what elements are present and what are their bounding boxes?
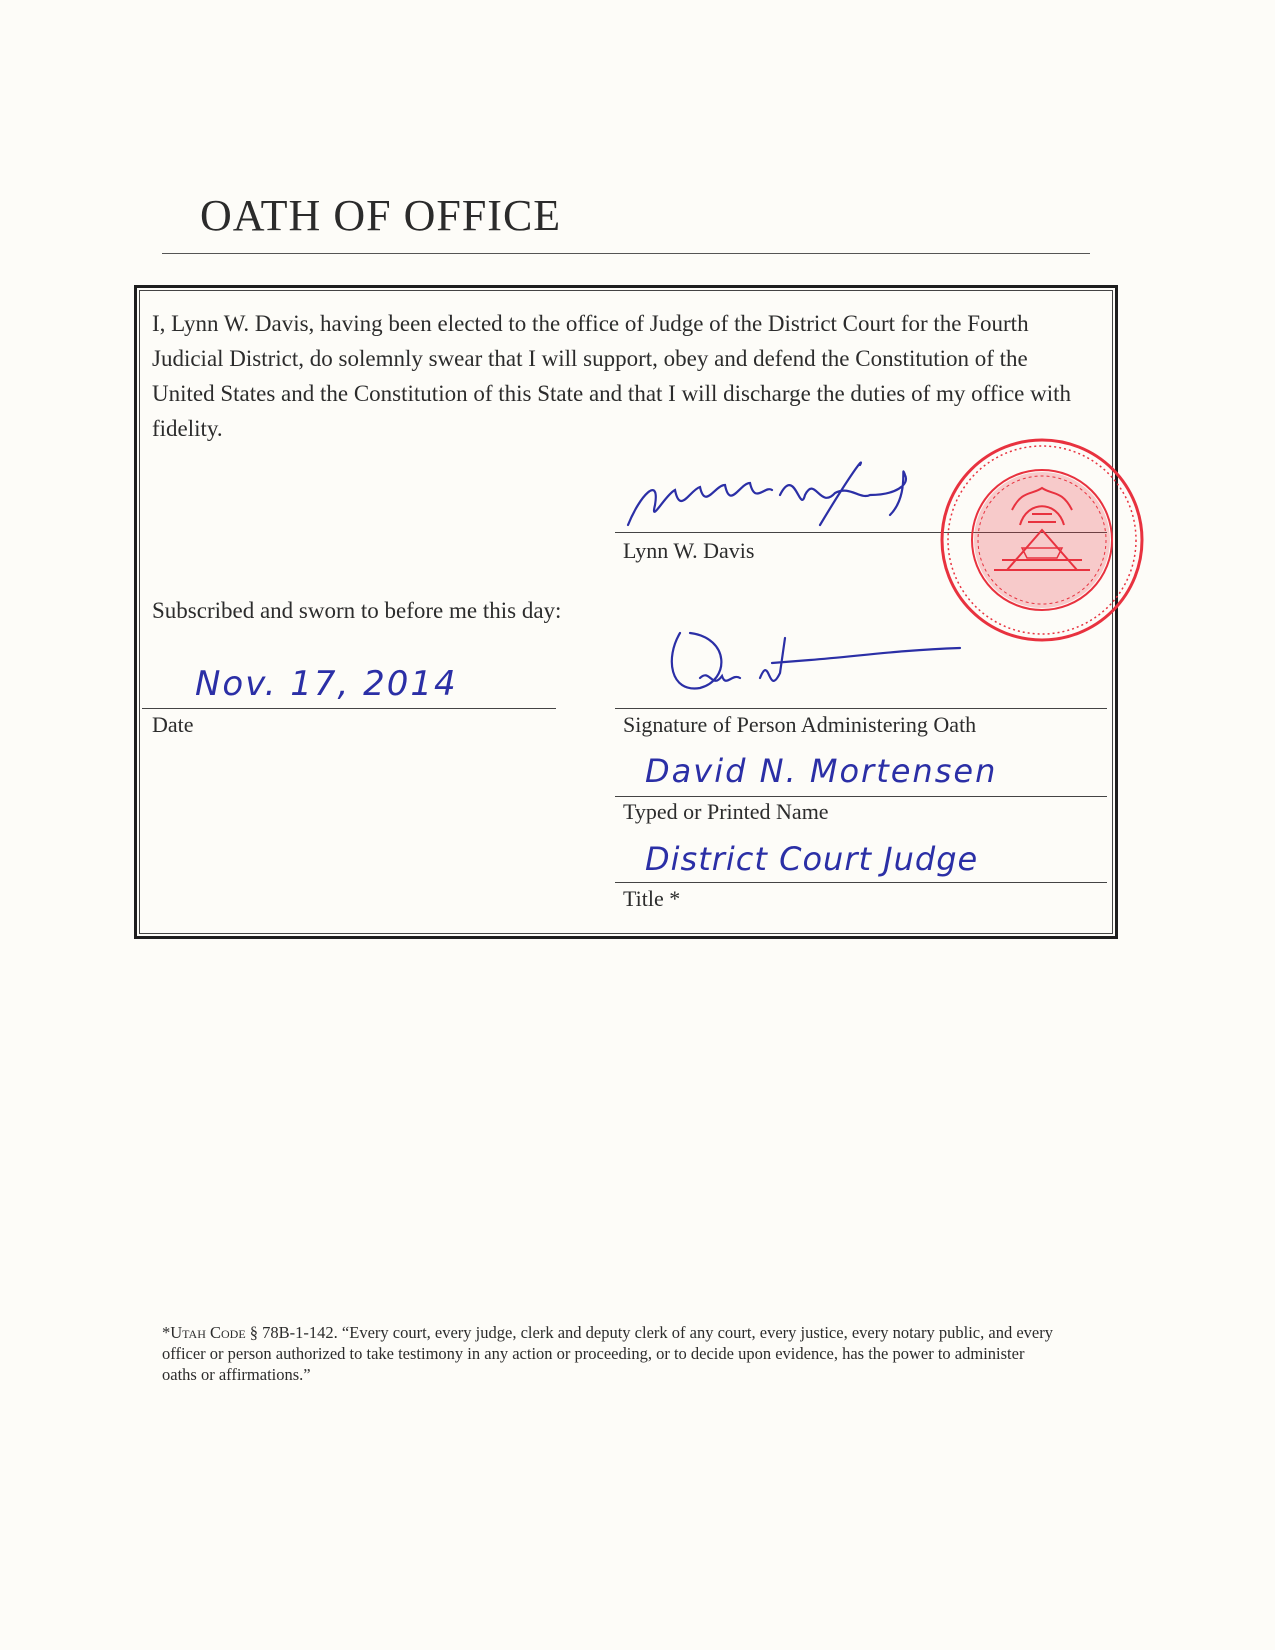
officer-signature xyxy=(620,455,930,540)
document-title: OATH OF OFFICE xyxy=(200,191,562,240)
court-seal xyxy=(932,430,1152,650)
date-label: Date xyxy=(152,712,194,737)
typed-name-line xyxy=(615,796,1107,797)
title-rule xyxy=(162,253,1090,254)
title-handwritten: District Court Judge xyxy=(645,840,979,878)
administering-signature xyxy=(660,618,970,708)
title-line xyxy=(615,882,1107,883)
footnote xyxy=(162,1322,1062,1385)
footnote-code: *Utah Code xyxy=(162,1323,246,1342)
date-handwritten: Nov. 17, 2014 xyxy=(195,664,458,704)
subscribed-text: Subscribed and sworn to before me this day: xyxy=(152,598,562,623)
administering-name-handwritten: David N. Mortensen xyxy=(645,752,998,790)
typed-name-label: Typed or Printed Name xyxy=(623,799,829,824)
oath-text: I, Lynn W. Davis, having been elected to the office of Judge of the District Court for the Fourth Judicial District, do solemnly swear that I will support, obey and defend the Constitution of the United States and the Constitution of this State and that I will discharge the duties of my office with fidelity. xyxy=(152,311,1072,441)
officer-name-label: Lynn W. Davis xyxy=(623,538,755,563)
administering-signature-label: Signature of Person Administering Oath xyxy=(623,712,977,737)
footnote-text: § 78B-1-142. “Every court, every judge, clerk and deputy clerk of any court, every justice, every notary public, and every officer or person authorized to take testimony in any action or proceeding, or to decide upon evidence, has the power to administer oaths or affirmations.” xyxy=(162,1323,1053,1384)
date-line xyxy=(142,708,556,709)
title-label: Title * xyxy=(623,886,681,911)
administering-signature-line xyxy=(615,708,1107,709)
